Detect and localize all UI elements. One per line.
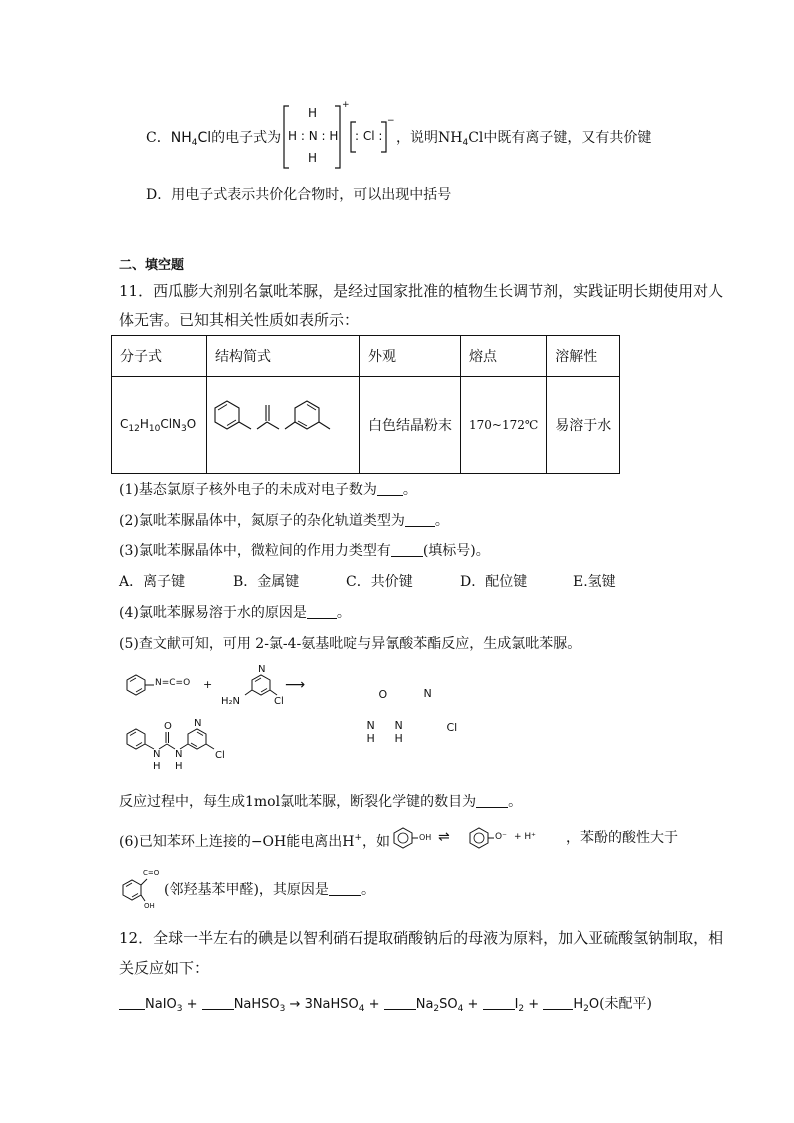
q11-part6a-tail: ，苯酚的酸性大于 <box>566 830 678 846</box>
option-e: E.氢键 <box>573 574 616 590</box>
eq-naio3: NaIO <box>145 997 177 1012</box>
reaction-arrow: ⟶ <box>285 677 306 693</box>
eq-arrow: → <box>289 997 301 1012</box>
salicyl-oh: OH <box>144 902 155 910</box>
product-n2: N <box>175 749 183 760</box>
option-d: D．用电子式表示共价化合物时，可以出现中括号 <box>146 187 452 203</box>
eq-plus: + <box>186 997 198 1012</box>
answer-blank[interactable] <box>307 604 337 619</box>
q12-line2: 关反应如下： <box>119 959 210 977</box>
eq-note: (未配平) <box>599 996 653 1012</box>
formula-o: O <box>186 416 197 431</box>
structure-h1: H <box>366 731 375 745</box>
coef-blank-1[interactable] <box>119 995 145 1010</box>
q11-part1-end: 。 <box>402 482 417 498</box>
phenoxide-o: O⁻ <box>495 832 507 842</box>
answer-blank[interactable] <box>405 512 435 527</box>
eq-sub: 2 <box>583 1004 589 1014</box>
formula-n-sub: 3 <box>181 423 187 434</box>
coef-blank-4[interactable] <box>483 995 515 1010</box>
product-h2: H <box>175 761 183 772</box>
molecular-formula-cell <box>112 377 207 474</box>
forchlorfenuron-structure <box>207 377 359 469</box>
q11-part2-text: (2)氯吡苯脲晶体中，氮原子的杂化轨道类型为 <box>119 513 405 529</box>
formula-hnh: H : N : H <box>288 129 339 143</box>
eq-na2so4-a: Na <box>415 997 434 1012</box>
eq-nahso4: 3NaHSO <box>304 997 359 1012</box>
structure-cl: Cl <box>446 720 458 734</box>
structure-o: O <box>378 687 388 701</box>
table-header: 溶解性 <box>547 336 620 377</box>
coef-blank-3[interactable] <box>384 995 416 1010</box>
formula-charge-pos: + <box>342 100 350 110</box>
formula-h: H <box>139 416 149 431</box>
formula-cl: : Cl : <box>355 129 383 143</box>
coef-blank-5[interactable] <box>543 995 573 1010</box>
formula-cln: ClN <box>160 416 182 431</box>
option-a: A．离子键 <box>119 574 186 590</box>
product-o: O <box>164 721 172 732</box>
q11-part5: (5)查文献可知，可用 2-氯-4-氨基吡啶与异氰酸苯酯反应，生成氯吡苯脲。 <box>119 636 582 652</box>
formula-h-sub: 10 <box>148 423 161 434</box>
eq-sub: 4 <box>457 1004 464 1014</box>
q11-part6a-text: (6)已知苯环上连接的−OH能电离出H <box>119 834 355 850</box>
q11-part6a-mid: ，如 <box>362 834 391 850</box>
option-c-post-sub: 4 <box>462 138 469 148</box>
appearance-cell: 白色结晶粉末 <box>360 377 461 474</box>
option-c-post-b: Cl中既有离子键，又有共价键 <box>468 130 652 146</box>
electron-formula <box>283 100 395 170</box>
product-n1: N <box>153 749 161 760</box>
eq-nahso3: NaHSO <box>233 997 280 1012</box>
aldehyde-group: C=O <box>143 869 160 877</box>
option-b: B．金属键 <box>233 574 300 590</box>
h-plus-sup: + <box>354 833 363 843</box>
structure-h2: H <box>394 731 403 745</box>
q11-part2 <box>119 511 449 531</box>
q11-part6b-text: (邻羟基苯甲醛)，其原因是 <box>164 882 329 898</box>
eq-plus: + <box>528 997 540 1012</box>
eq-h2o-b: O <box>588 997 600 1012</box>
table-header: 外观 <box>360 336 461 377</box>
eq-plus: + <box>368 997 380 1012</box>
option-c-text-pre: 的电子式为 <box>211 130 282 146</box>
eq-na2so4-b: SO <box>439 997 458 1012</box>
formula-h-top: H <box>308 106 318 120</box>
q12-equation <box>119 994 652 1019</box>
q11-part5b-text: 反应过程中，每生成1mol氯吡苯脲，断裂化学键的数目为 <box>119 794 477 810</box>
eq-sub: 2 <box>518 1004 525 1014</box>
nh4cl-formula-a: NH <box>170 130 192 146</box>
q11-part3-text: (3)氯吡苯脲晶体中，微粒间的作用力类型有 <box>119 543 391 559</box>
salicylaldehyde <box>117 863 169 915</box>
coef-blank-2[interactable] <box>202 995 234 1010</box>
q11-part6b <box>164 880 375 900</box>
product-ring-n: N <box>194 718 202 729</box>
h-plus: + H⁺ <box>514 832 536 842</box>
eq-i2: I <box>514 997 519 1012</box>
product-cl: Cl <box>215 750 225 761</box>
answer-blank[interactable] <box>391 542 423 557</box>
reaction-scheme <box>119 666 419 776</box>
eq-sub: 3 <box>176 1004 183 1014</box>
eq-plus: + <box>467 997 479 1012</box>
eq-h2o-a: H <box>573 997 584 1012</box>
q11-part3 <box>119 541 490 561</box>
formula-c: C <box>120 416 129 431</box>
option-d-choice: D．配位键 <box>460 574 528 590</box>
phenol-oh: OH <box>419 833 432 842</box>
structure-n-ring: N <box>423 686 432 700</box>
isocyanate-group: N=C=O <box>155 678 191 688</box>
equilibrium-arrow: ⇌ <box>438 829 450 845</box>
plus-sign: + <box>203 678 213 691</box>
eq-sub: 2 <box>433 1004 440 1014</box>
eq-sub: 3 <box>279 1004 286 1014</box>
option-c-label: C． <box>146 130 171 146</box>
q11-part6b-end: 。 <box>360 882 375 898</box>
q11-line2: 体无害。已知其相关性质如表所示： <box>119 311 360 329</box>
q11-line1: 11．西瓜膨大剂别名氯吡苯脲，是经过国家批准的植物生长调节剂，实践证明长期使用对人 <box>119 282 724 300</box>
formula-h-bottom: H <box>308 151 318 165</box>
phenol-drawing <box>388 818 568 858</box>
nh4cl-sub: 4 <box>191 138 198 148</box>
q11-part5b <box>119 792 522 812</box>
q11-part4-text: (4)氯吡苯脲易溶于水的原因是 <box>119 605 307 621</box>
q12-line1: 12．全球一半左右的碘是以智利硝石提取硝酸钠后的母液为原料，加入亚硫酸氢钠制取，相 <box>119 929 724 947</box>
eq-sub: 4 <box>358 1004 365 1014</box>
q11-part6a <box>119 828 390 852</box>
amino-group: H₂N <box>221 696 241 707</box>
option-c <box>146 128 281 153</box>
answer-blank[interactable] <box>377 481 403 496</box>
table-header: 分子式 <box>112 336 207 377</box>
q11-part5b-end: 。 <box>508 794 523 810</box>
formula-c-sub: 12 <box>128 423 140 434</box>
melting-point-cell: 170~172℃ <box>461 377 547 474</box>
formula-charge-neg: − <box>387 116 395 126</box>
reactant-cl: Cl <box>274 696 284 707</box>
nh4cl-formula-b: Cl <box>197 130 212 146</box>
q11-part3-end: (填标号)。 <box>422 543 490 559</box>
q11-part4-end: 。 <box>336 605 351 621</box>
option-c-tail <box>396 128 651 153</box>
product-h1: H <box>153 761 161 772</box>
structure-n1: N <box>366 718 375 732</box>
structure-n2: N <box>394 718 403 732</box>
pyridine-n: N <box>258 664 266 675</box>
table-header: 结构简式 <box>207 336 360 377</box>
q11-options <box>119 572 616 592</box>
answer-blank[interactable] <box>329 881 361 896</box>
q11-part2-end: 。 <box>434 513 449 529</box>
table-header: 熔点 <box>461 336 547 377</box>
q11-part1-text: (1)基态氯原子核外电子的未成对电子数为 <box>119 482 377 498</box>
section-title: 二、填空题 <box>119 258 185 273</box>
q11-part1 <box>119 480 417 500</box>
option-c-choice: C．共价键 <box>346 574 413 590</box>
q11-part4 <box>119 603 351 623</box>
solubility-cell: 易溶于水 <box>547 377 620 474</box>
option-c-post-a: ，说明NH <box>396 130 463 146</box>
phenol-equilibrium <box>388 818 568 858</box>
answer-blank[interactable] <box>476 793 508 808</box>
